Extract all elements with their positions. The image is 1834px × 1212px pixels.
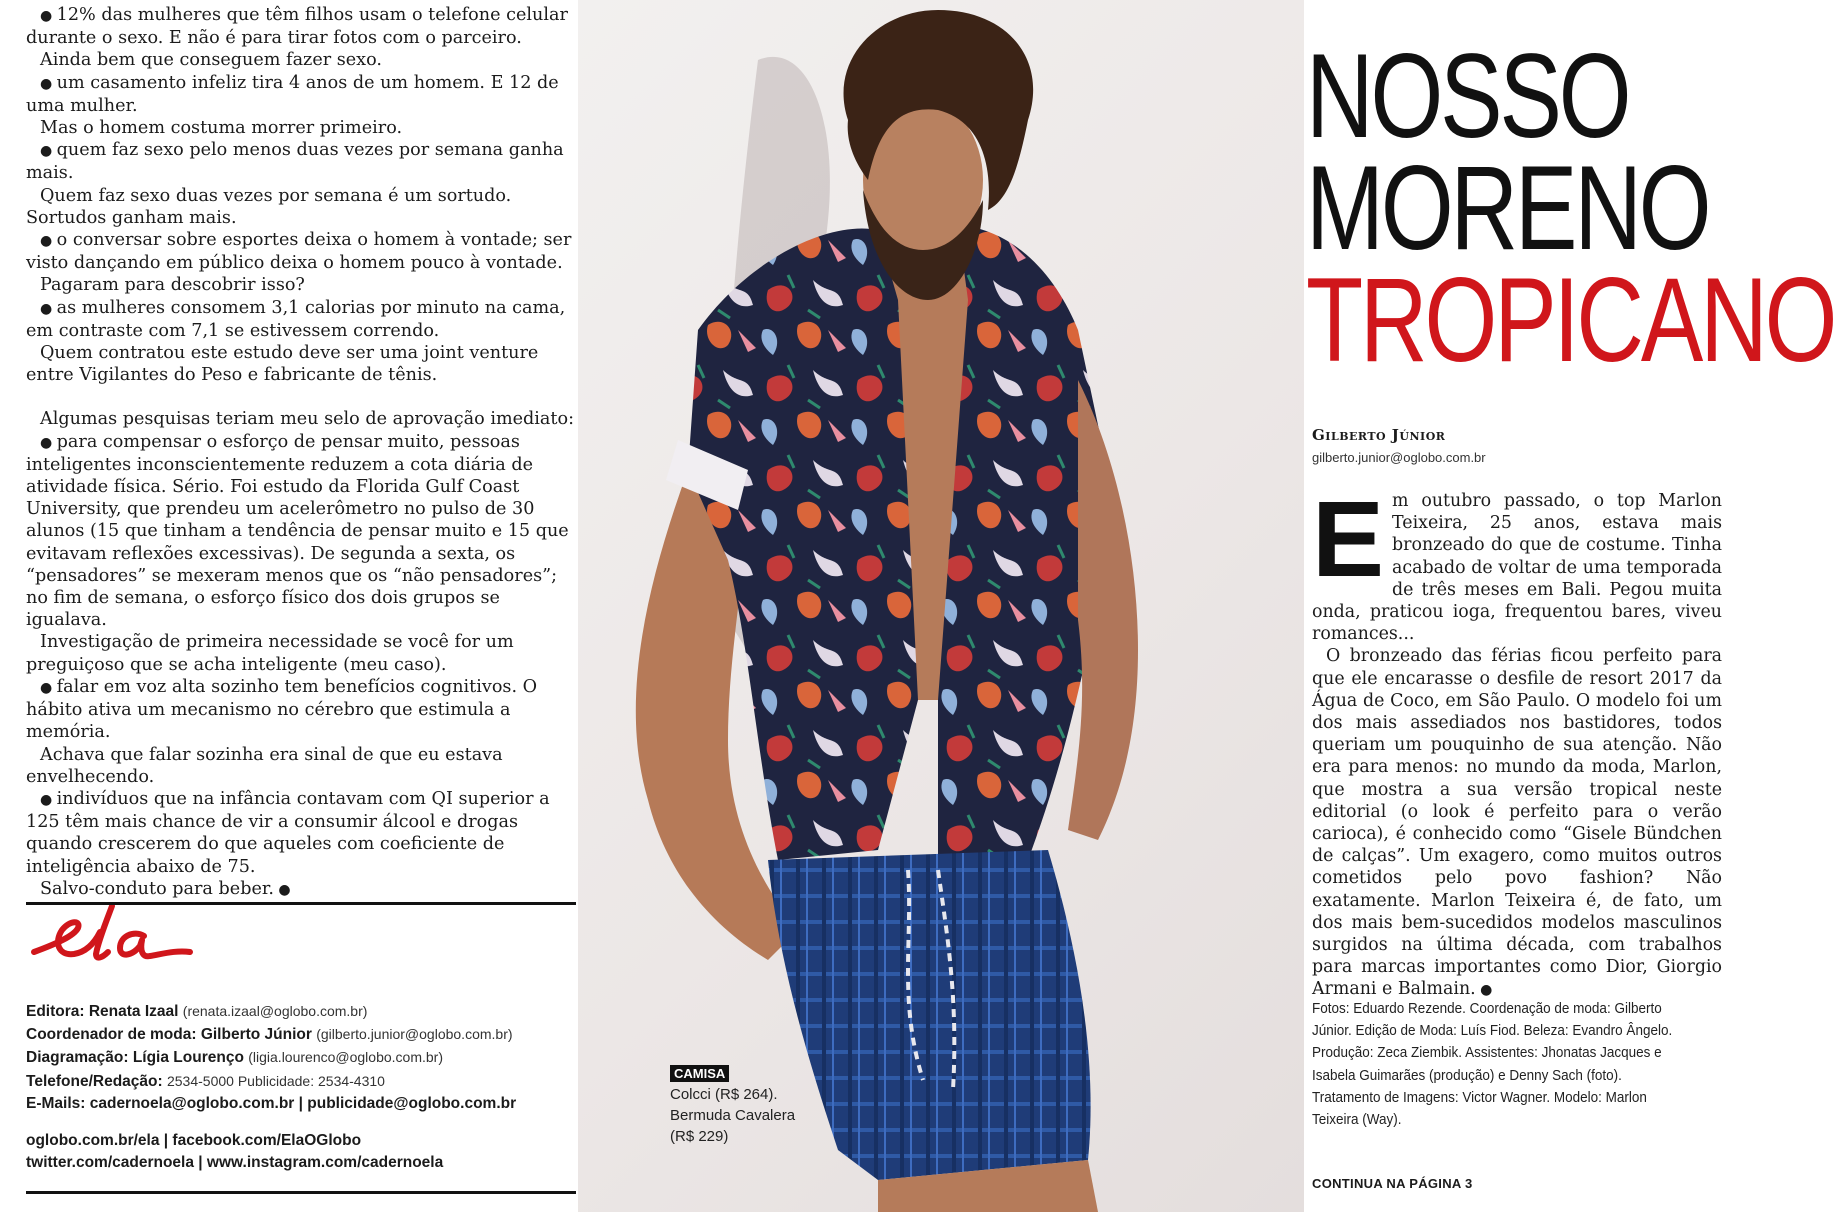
- research-item: ● indivíduos que na infância contavam com QI superior a 125 têm mais chance de vir a consumir álcool e drogas quando crescerem do que aqueles com coeficiente de inteligência abaixo de 75.: [26, 788, 576, 878]
- masthead-credits: [26, 1000, 586, 1115]
- credit-detail: 2534-5000 Publicidade: 2534-4310: [166, 1072, 385, 1089]
- research-item: ● o conversar sobre esportes deixa o homem à vontade; ser visto dançando em público deixa o homem pouco à vontade.: [26, 229, 576, 274]
- paragraph-gap: [26, 386, 576, 408]
- credit-label: Coordenador de moda: Gilberto Júnior: [26, 1026, 312, 1044]
- drop-cap: E: [1312, 478, 1385, 599]
- column-text: [26, 4, 576, 901]
- research-item: ● as mulheres consomem 3,1 calorias por minuto na cama, em contraste com 7,1 se estivessem correndo.: [26, 297, 576, 342]
- commentary: Achava que falar sozinha era sinal de que eu estava envelhecendo.: [26, 744, 503, 787]
- research-item: ● um casamento infeliz tira 4 anos de um homem. E 12 de uma mulher.: [26, 72, 576, 117]
- credit-detail: (renata.izaal@oglobo.com.br): [182, 1003, 368, 1019]
- continues-note: CONTINUA NA PÁGINA 3: [1312, 1176, 1473, 1191]
- research-item: ● quem faz sexo pelo menos duas vezes por semana ganha mais.: [26, 139, 576, 184]
- article-paragraph-text: m outubro passado, o top Marlon Teixeira, 25 anos, estava mais bronzeado do que de costume. Tinha acabado de voltar de uma temporada de três meses em Bali. Pegou muita onda, praticou ioga, frequentou bares, viveu romances...: [1312, 491, 1722, 645]
- credit-label: Diagramação: Lígia Lourenço: [26, 1049, 244, 1067]
- photo-credits: Fotos: Eduardo Rezende. Coordenação de moda: Gilberto Júnior. Edição de Moda: Luís Fiod. Beleza: Evandro Ângelo. Produção: Zeca Ziembik. Assistentes: Jhonatas Jacques e Isabela Guimarães (produção) e Denny Sach (foto). Tratamento de Imagens: Victor Wagner. Modelo: Marlon Teixeira (Way).: [1312, 1000, 1673, 1129]
- credit-line: [26, 1093, 586, 1115]
- caption-line: (R$ 229): [670, 1128, 729, 1145]
- credit-detail: (gilberto.junior@oglobo.com.br): [316, 1026, 513, 1043]
- commentary: Ainda bem que conseguem fazer sexo.: [40, 50, 382, 71]
- commentary: Pagaram para descobrir isso?: [40, 275, 305, 296]
- commentary: Mas o homem costuma morrer primeiro.: [40, 118, 403, 139]
- credit-label: Telefone/Redação:: [26, 1072, 163, 1090]
- article-paragraph: O bronzeado das férias ficou perfeito para que ele encarasse o desfile de resort 2017 da Água de Coco, em São Paulo. O modelo foi um dos mais assediados nos bastidores, todos queriam um pouquinho de sua atenção. Não era para menos: no mundo da moda, Marlon, que mostra a sua versão tropical neste editorial (o look é perfeito para o verão carioca), é conhecido como “Gisele Bündchen de calças”. Um exagero, como muitos outros cometidos pelo povo fashion? Não exatamente. Marlon Teixeira é, de fato, um dos mais bem-sucedidos modelos masculinos surgidos na última década, com trabalhos para marcas importantes como Dior, Giorgio Armani e Balmain. ●: [1312, 645, 1722, 1001]
- credit-detail: (ligia.lourenco@oglobo.com.br): [248, 1049, 443, 1066]
- masthead-link-line: oglobo.com.br/ela | facebook.com/ElaOGlobo: [26, 1132, 362, 1149]
- photo-caption: [670, 1063, 850, 1147]
- credit-line: [26, 1000, 586, 1023]
- headline-line-3: TROPICANO: [1306, 253, 1834, 387]
- author-email: gilberto.junior@oglobo.com.br: [1312, 450, 1486, 465]
- research-item: ● para compensar o esforço de pensar muito, pessoas inteligentes inconscientemente reduzem a cota diária de atividade física. Sério. Foi estudo da Florida Gulf Coast University, que prendeu um acelerômetro no pulso de 30 alunos (15 que tinham a tendência de pensar muito e 15 que evitavam reflexões excessivas). De segunda a sexta, os “pensadores” se mexeram menos que os “não pensadores”; no fim de semana, o esforço físico dos dois grupos se igualava.: [26, 431, 576, 632]
- masthead-link-line: twitter.com/cadernoela | www.instagram.com/cadernoela: [26, 1154, 444, 1172]
- credit-label: E-Mails: cadernoela@oglobo.com.br | publicidade@oglobo.com.br: [26, 1094, 517, 1112]
- credit-label: Editora: Renata Izaal: [26, 1003, 179, 1020]
- caption-line: Bermuda Cavalera: [670, 1107, 796, 1124]
- research-item: ● 12% das mulheres que têm filhos usam o telefone celular durante o sexo. E não é para tirar fotos com o parceiro.: [26, 4, 576, 49]
- article-paragraph: [1312, 478, 1722, 645]
- masthead-rule-top: [26, 902, 576, 905]
- masthead-links: [26, 1130, 586, 1174]
- author-name: Gilberto Júnior: [1312, 426, 1446, 444]
- headline: [1306, 29, 1834, 387]
- caption-tag: CAMISA: [670, 1065, 729, 1082]
- commentary: Quem contratou este estudo deve ser uma joint venture entre Vigilantes do Peso e fabricante de tênis.: [26, 343, 539, 386]
- fashion-photo: [578, 0, 1304, 1212]
- commentary: Salvo-conduto para beber. ●: [26, 878, 576, 901]
- credit-line: [26, 1046, 586, 1069]
- commentary: Quem faz sexo duas vezes por semana é um sortudo. Sortudos ganham mais.: [26, 185, 512, 228]
- headline-line-2: MORENO: [1306, 141, 1709, 275]
- credit-line: [26, 1023, 586, 1046]
- article-body: [1312, 478, 1722, 1002]
- masthead-rule-bottom: [26, 1191, 576, 1194]
- caption-line: Colcci (R$ 264).: [670, 1086, 778, 1103]
- credit-line: [26, 1070, 586, 1093]
- commentary: Investigação de primeira necessidade se você for um preguiçoso que se acha inteligente (meu caso).: [26, 632, 514, 675]
- headline-line-1: NOSSO: [1306, 29, 1629, 163]
- research-item: ● falar em voz alta sozinho tem benefícios cognitivos. O hábito ativa um mecanismo no cérebro que estimula a memória.: [26, 676, 576, 744]
- commentary: Algumas pesquisas teriam meu selo de aprovação imediato:: [40, 409, 575, 430]
